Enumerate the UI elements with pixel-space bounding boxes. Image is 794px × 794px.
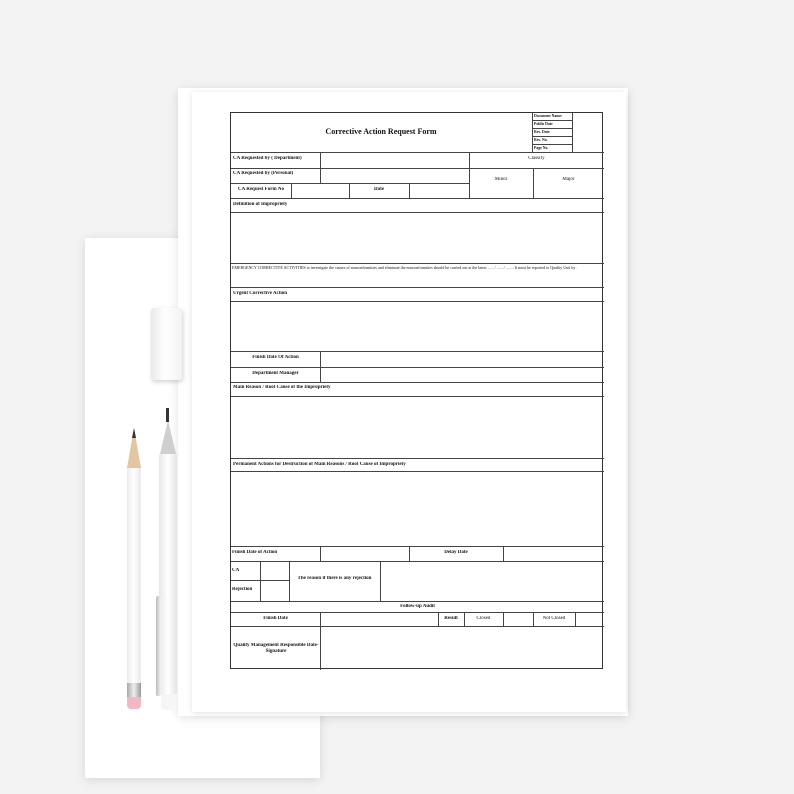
mechanical-pencil	[153, 408, 187, 710]
not-closed-label: Not Closed	[542, 616, 566, 621]
definition-label: Definition of Impropriety	[233, 202, 288, 207]
ca-label: CA	[232, 568, 240, 573]
mechanical-pencil-tip	[166, 408, 169, 422]
closed-label: Closed	[476, 616, 491, 621]
finish-date-of-action-label: Finish Date Of Action	[252, 355, 299, 360]
urgent-action-label: Urgent Corrective Action	[233, 291, 288, 296]
pencil-lead	[132, 428, 136, 438]
pencil-body	[127, 468, 141, 683]
rejection-reason-label: The reason if there is any rejection	[297, 576, 372, 581]
department-manager-label: Department Manager	[252, 371, 299, 376]
finish-date-of-action-2-label: Finish Date of Action	[232, 550, 278, 555]
minor-label: Minor	[494, 177, 508, 182]
meta-page-no: Page No.	[534, 146, 549, 150]
permanent-actions-label: Permanent Actions for Destruction of Main Reasons / Root Cause of Impropriety	[233, 462, 406, 467]
qm-signature-label: Quality Management Responsible Date-Signature	[233, 643, 319, 654]
eraser	[151, 308, 182, 380]
root-cause-label: Main Reason / Root Cause of the Impropriety	[233, 385, 331, 390]
emergency-note: EMERGENCY CORRECTIVE ACTIVITIES to investigate the causes of nonconformities and eliminate the nonconformities should be carried out at the latest ...... / ...... / ........ It must be reported to Quality Unit by .	[232, 266, 578, 270]
pencil	[124, 428, 144, 710]
ca-requested-personal-label: CA Requested by (Personal)	[233, 171, 294, 176]
delay-date-label: Delay Date	[444, 550, 468, 555]
major-label: Major	[562, 177, 575, 182]
mechanical-pencil-end	[161, 694, 175, 710]
result-label: Result	[444, 616, 458, 621]
rejection-label: Rejection	[232, 587, 253, 592]
meta-publish-date: Publis Date	[534, 122, 553, 126]
ca-requested-dept-label: CA Requested by ( Department)	[233, 156, 302, 161]
classify-label: Classify	[528, 156, 545, 161]
meta-document-name: Document Name:	[534, 114, 563, 118]
corrective-action-form	[230, 112, 603, 669]
meta-rev-date: Rev. Date	[534, 130, 550, 134]
pencil-ferrule	[127, 683, 141, 697]
mechanical-pencil-body	[159, 454, 177, 694]
mechanical-pencil-cone	[160, 420, 176, 454]
form-title: Corrective Action Request Form	[325, 127, 437, 136]
finish-date-label: Finish Date	[263, 616, 288, 621]
ca-request-form-no-label: CA Request Form No	[238, 187, 284, 192]
followup-audit-label: Follow-up Audit	[400, 604, 435, 609]
mechanical-pencil-clip	[156, 596, 161, 696]
pencil-eraser-tip	[127, 697, 141, 709]
meta-rev-no: Rev. No.	[534, 138, 548, 142]
date-label: Date	[374, 187, 384, 192]
